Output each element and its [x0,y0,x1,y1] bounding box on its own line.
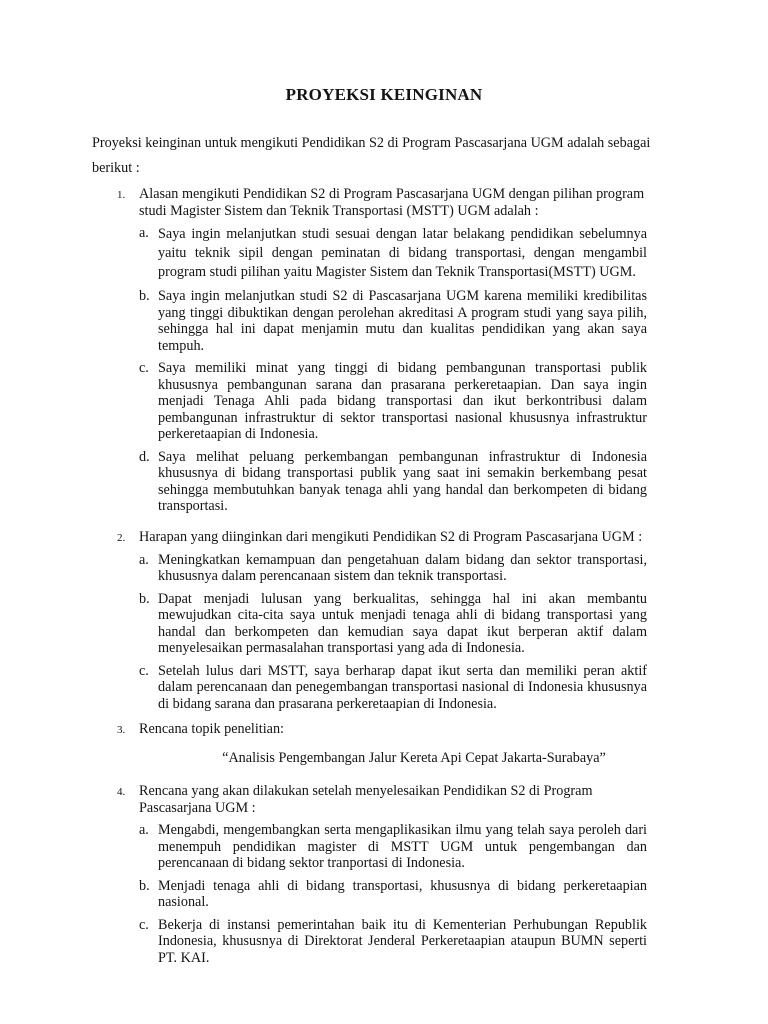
item-letter: a. [139,822,149,838]
item-text: Saya memiliki minat yang tinggi di bidang pembangunan transportasi publik khususnya pembangunan sarana dan prasarana perkeretaapian. Dan saya ingin menjadi Tenaga Ahli pada bidang transportasi dan ikut berkontribusi dalam pembangunan infrastruktur di sektor transportasi nasional khususnya infrastruktur perkeretaapian di Indonesia. [158,360,647,442]
section-heading: Rencana yang akan dilakukan setelah menyelesaikan Pendidikan S2 di Program Pascasarjana UGM : [139,783,593,816]
list-item [139,449,647,515]
item-letter: c. [139,662,149,679]
section-number: 2. [117,532,126,544]
section-number: 4. [117,786,126,798]
section-items [139,552,647,713]
item-letter: c. [139,360,149,376]
list-item [139,878,647,911]
section-number: 3. [117,724,126,736]
list-item [139,360,647,443]
item-letter: c. [139,916,149,933]
section-heading: Rencana topik penelitian: [139,721,284,737]
item-letter: b. [139,877,150,894]
item-letter: d. [139,448,150,465]
section-3 [117,721,647,738]
item-letter: a. [139,225,149,241]
item-text: Saya ingin melanjutkan studi S2 di Pascasarjana UGM karena memiliki kredibilitas yang tinggi dibuktikan dengan perolehan akreditasi A program studi yang saya pilih, sehingga hal ini dapat menjamin mutu dan kualitas pendidikan yang akan saya tempuh. [158,288,647,354]
research-topic-quote: “Analisis Pengembangan Jalur Kereta Api Cepat Jakarta-Surabaya” [222,750,606,766]
intro-paragraph: Proyeksi keinginan untuk mengikuti Pendidikan S2 di Program Pascasarjana UGM adalah sebagai berikut : [92,135,651,176]
item-text: Setelah lulus dari MSTT, saya berharap dapat ikut serta dan memiliki peran aktif dalam perencanaan dan penegembangan transportasi nasional di Indonesia khususnya di bidang sarana dan prasarana perkeretaapian di Indonesia. [158,662,647,712]
item-text: Mengabdi, mengembangkan serta mengaplikasikan ilmu yang telah saya peroleh dari menempuh pendidikan magister di MSTT UGM untuk pengembangan dan perencanaan di bidang sektor tranportasi di Indonesia. [158,822,647,871]
section-2 [117,529,647,718]
section-1 [117,186,647,521]
list-item [139,917,647,967]
item-text: Meningkatkan kemampuan dan pengetahuan dalam bidang dan sektor transportasi, khususnya dalam perencanaan sistem dan teknik transportasi. [158,551,647,584]
item-text: Bekerja di instansi pemerintahan baik itu di Kementerian Perhubungan Republik Indonesia, khususnya di Direktorat Jenderal Perkeretaapian ataupun BUMN seperti PT. KAI. [158,916,647,966]
list-item [139,552,647,585]
list-item [139,225,647,282]
item-letter: b. [139,590,150,607]
list-item [139,288,647,354]
section-items [139,822,647,966]
item-text: Dapat menjadi lulusan yang berkualitas, sehingga hal ini akan membantu mewujudkan cita-cita saya untuk menjadi tenaga ahli di bidang transportasi yang handal dan berkompeten dan kemudian saya dapat ikut berperan aktif dalam menyelesaikan permasalahan transportasi yang ada di Indonesia. [158,590,647,656]
list-item [139,822,647,872]
item-text: Menjadi tenaga ahli di bidang transportasi, khususnya di bidang perkeretaapian nasional. [158,877,647,910]
document-title: PROYEKSI KEINGINAN [285,85,483,104]
section-items [139,225,647,515]
section-4 [117,783,647,972]
section-heading: Alasan mengikuti Pendidikan S2 di Program Pascasarjana UGM dengan pilihan program studi Magister Sistem dan Teknik Transportasi (MSTT) UGM adalah : [139,186,645,219]
list-item [139,591,647,657]
section-number: 1. [117,189,126,201]
item-text: Saya ingin melanjutkan studi sesuai dengan latar belakang pendidikan sebelumnya yaitu teknik sipil dengan peminatan di bidang transportasi, dengan mengambil program studi pilihan yaitu Magister Sistem dan Teknik Transportasi(MSTT) UGM. [158,226,647,280]
list-item [139,663,647,713]
item-text: Saya melihat peluang perkembangan pembangunan infrastruktur di Indonesia khususnya di bidang transportasi publik yang saat ini semakin berkembang pesat sehingga membutuhkan banyak tenaga ahli yang handal dan berkompeten di bidang transportasi. [158,448,647,514]
item-letter: a. [139,551,149,568]
item-letter: b. [139,288,150,304]
section-heading: Harapan yang diinginkan dari mengikuti Pendidikan S2 di Program Pascasarjana UGM : [139,529,643,545]
